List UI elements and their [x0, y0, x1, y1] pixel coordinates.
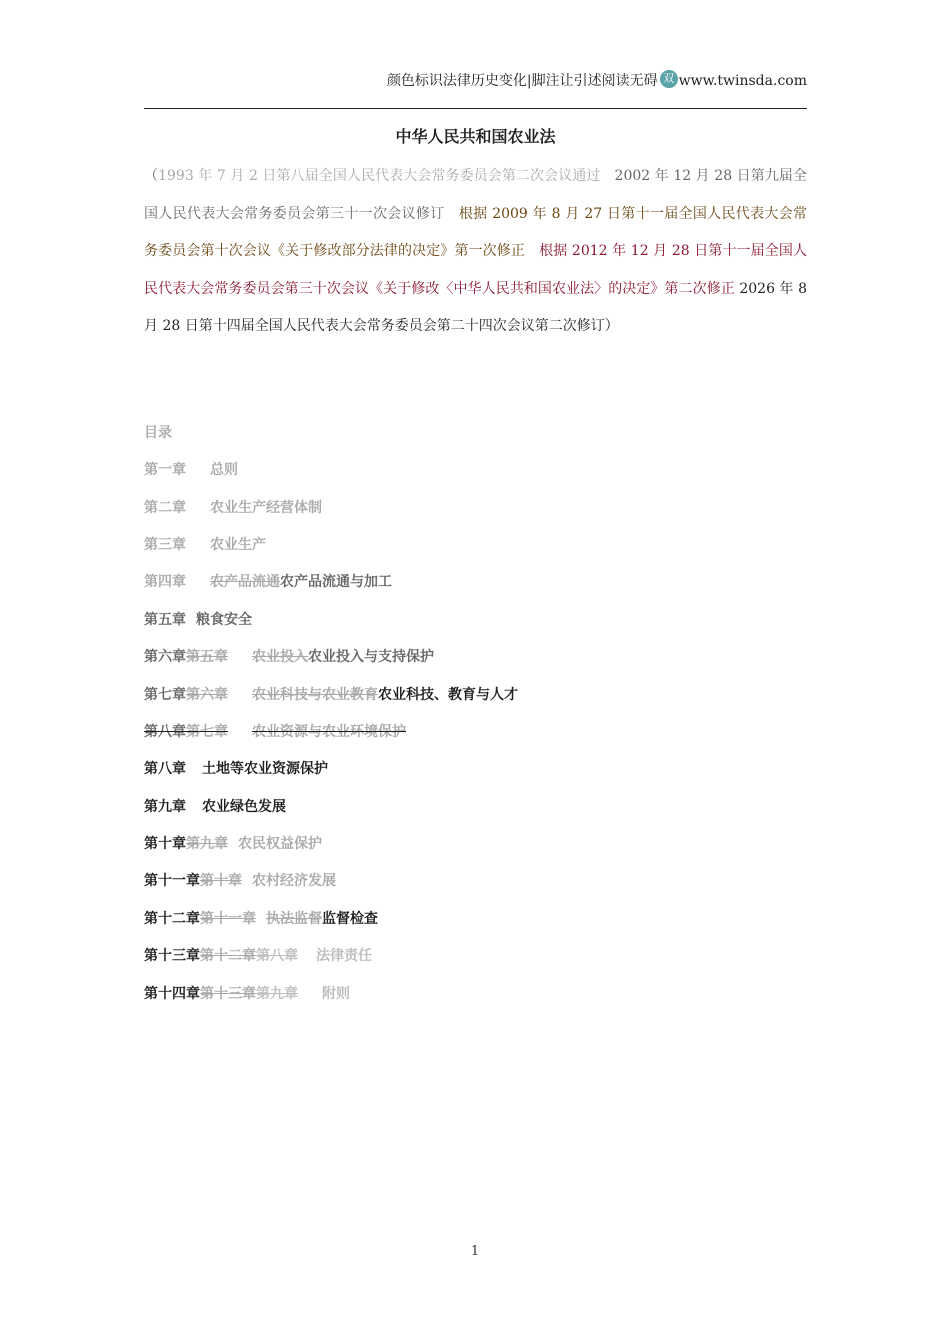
toc-chapter-number: 第十四章 [144, 986, 200, 1002]
toc-chapter-title: 农产品流通与加工 [280, 574, 392, 590]
toc-chapter-number: 第四章 [144, 574, 186, 590]
toc-item-ch3[interactable] [144, 532, 266, 558]
toc-chapter-title: 监督检查 [322, 911, 378, 927]
toc-chapter-title: 农民权益保护 [238, 836, 322, 852]
toc-chapter-number: 第三章 [144, 537, 186, 553]
toc-chapter-number: 第十章 [144, 836, 186, 852]
toc-deleted-number: 第八章 [144, 724, 186, 740]
toc-item-ch12[interactable] [144, 906, 378, 932]
header-tagline: 颜色标识法律历史变化|脚注让引述阅读无碍 [386, 73, 658, 89]
toc-chapter-title: 总则 [210, 462, 238, 478]
toc-item-ch1[interactable] [144, 457, 238, 483]
toc-chapter-title: 土地等农业资源保护 [202, 761, 328, 777]
toc-item-ch8[interactable] [144, 756, 328, 782]
toc-chapter-title: 农业生产 [210, 537, 266, 553]
toc-chapter-title: 法律责任 [316, 948, 372, 964]
preamble-2002-revision: 2002 年 12 月 28 日第九届全国人民代表大会常务委员会第三十一次会议修订 [144, 168, 807, 222]
preamble-2009-amendment: 根据 2009 年 8 月 27 日第十一届全国人民代表大会常务委员会第十次会议《关于修改部分法律的决定》第一次修正 [144, 205, 807, 259]
toc-chapter-number: 第九章 [144, 799, 186, 815]
toc-item-ch8-deleted[interactable] [144, 719, 406, 745]
toc-item-ch11[interactable] [144, 868, 336, 894]
toc-item-ch2[interactable] [144, 495, 322, 521]
toc-chapter-number: 第六章 [144, 649, 186, 665]
toc-chapter-title: 附则 [322, 986, 350, 1002]
toc-deleted-title: 农产品流通 [210, 574, 280, 590]
toc-deleted-title: 农业资源与农业环境保护 [252, 724, 406, 740]
toc-deleted-number: 第十三章 [200, 986, 256, 1002]
toc-chapter-number: 第十三章 [144, 948, 200, 964]
toc-item-ch5[interactable] [144, 607, 252, 633]
preamble-1993-adoption: 1993 年 7 月 2 日第八届全国人民代表大会常务委员会第二次会议通过 [158, 168, 601, 184]
preamble-open-paren: （ [144, 168, 159, 184]
toc-deleted-number: 第五章 [186, 649, 228, 665]
toc-chapter-number: 第八章 [144, 761, 186, 777]
header-divider [144, 108, 807, 109]
page-number: 1 [470, 1244, 480, 1259]
document-title: 中华人民共和国农业法 [395, 127, 556, 146]
toc-chapter-number: 第一章 [144, 462, 186, 478]
toc-deleted-number: 第九章 [186, 836, 228, 852]
toc-chapter-title: 农业生产经营体制 [210, 500, 322, 516]
toc-deleted-title: 执法监督 [266, 911, 322, 927]
document-preamble [144, 158, 807, 346]
toc-chapter-title: 粮食安全 [196, 612, 252, 628]
toc-deleted-title: 农业科技与农业教育 [252, 687, 378, 703]
toc-deleted-title: 农业投入 [252, 649, 308, 665]
toc-chapter-title: 农村经济发展 [252, 873, 336, 889]
toc-chapter-number: 第五章 [144, 612, 186, 628]
toc-item-ch14[interactable] [144, 981, 350, 1007]
toc-deleted-number: 第九章 [256, 986, 298, 1002]
preamble-2026-revision: 2026 年 8 月 28 日第十四届全国人民代表大会常务委员会第二十四次会议第二次修订） [144, 280, 808, 334]
toc-chapter-number: 第十二章 [144, 911, 200, 927]
toc-chapter-title: 农业科技、教育与人才 [378, 687, 518, 703]
toc-chapter-title: 农业绿色发展 [202, 799, 286, 815]
toc-item-ch6[interactable] [144, 644, 434, 670]
toc-item-ch4[interactable] [144, 569, 392, 595]
toc-chapter-number: 第十一章 [144, 873, 200, 889]
toc-chapter-number: 第二章 [144, 500, 186, 516]
toc-deleted-number: 第八章 [256, 948, 298, 964]
preamble-2012-amendment: 根据 2012 年 12 月 28 日第十一届全国人民代表大会常务委员会第三十次会议《关于修改〈中华人民共和国农业法〉的决定》第二次修正 [144, 243, 808, 297]
toc-item-ch13[interactable] [144, 943, 372, 969]
toc-item-ch10[interactable] [144, 831, 322, 857]
toc-deleted-number: 第六章 [186, 687, 228, 703]
toc-item-ch7[interactable] [144, 682, 518, 708]
toc-item-ch9[interactable] [144, 794, 286, 820]
header-site-link[interactable]: www.twinsda.com [678, 73, 807, 89]
toc-chapter-title: 农业投入与支持保护 [308, 649, 434, 665]
twinsda-logo-icon: 双 [660, 70, 678, 88]
toc-deleted-number: 第十一章 [200, 911, 256, 927]
toc-deleted-number: 第十章 [200, 873, 242, 889]
toc-chapter-number: 第七章 [144, 687, 186, 703]
toc-heading: 目录 [144, 425, 172, 441]
toc-deleted-number: 第十二章 [200, 948, 256, 964]
page-header [144, 70, 807, 96]
toc-deleted-number: 第七章 [186, 724, 228, 740]
